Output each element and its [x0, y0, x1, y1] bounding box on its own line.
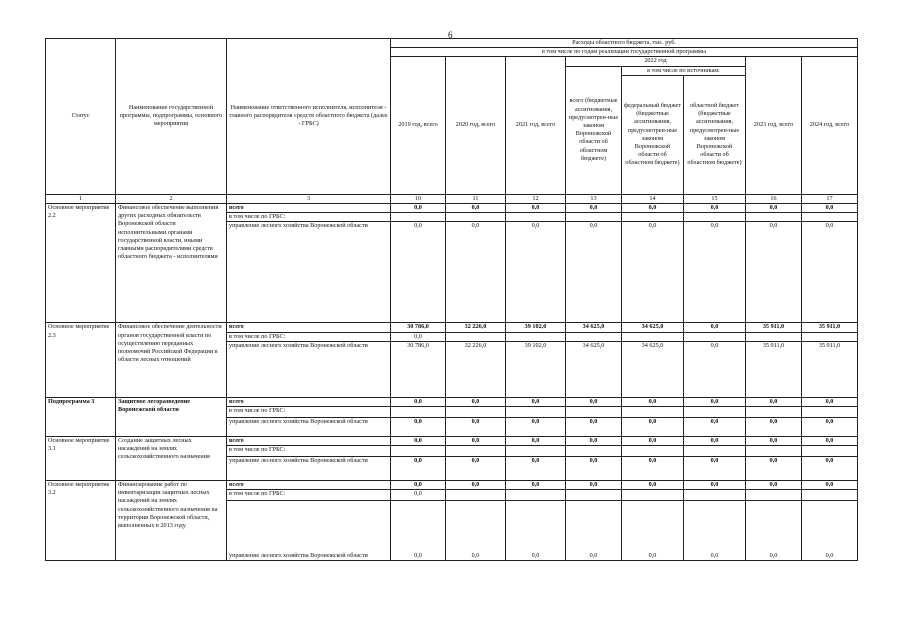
row-status: Подпрограмма 3	[46, 397, 116, 436]
department-value: 0,0	[746, 501, 802, 561]
department-value: 35 911,0	[746, 341, 802, 397]
total-value: 0,0	[446, 203, 506, 212]
total-value: 0,0	[391, 397, 446, 406]
total-value: 0,0	[391, 436, 446, 445]
grbs-label: в том числе по ГРБС:	[227, 332, 391, 341]
department-value: 0,0	[446, 417, 506, 436]
col-number: 14	[622, 194, 684, 203]
grbs-value	[746, 213, 802, 222]
grbs-value	[566, 213, 622, 222]
department-label: управление лесного хозяйства Воронежской области	[227, 501, 391, 561]
row-status: Основное мероприятие 2.3	[46, 323, 116, 397]
department-value: 0,0	[802, 501, 858, 561]
row-name: Финансовое обеспечение выполнения других расходных обязательств Воронежской области исполнительными органами государственной власти, иными главными распорядителями средств областного бюджета - исполнителями	[116, 203, 227, 322]
department-value: 34 625,0	[566, 341, 622, 397]
row-status: Основное мероприятие 3.1	[46, 436, 116, 480]
row-total	[46, 323, 858, 332]
header-2020: 2020 год, всего	[446, 57, 506, 194]
grbs-value	[622, 446, 684, 457]
header-executor: Наименование ответственного исполнителя, исполнителя - главного распорядителя средств областного бюджета (далее - ГРБС)	[227, 39, 391, 195]
budget-table	[45, 38, 858, 561]
row-status: Основное мероприятие 3.2	[46, 481, 116, 561]
grbs-value	[506, 446, 566, 457]
total-value: 0,0	[746, 203, 802, 212]
row-total	[46, 436, 858, 445]
total-value: 34 625,0	[622, 323, 684, 332]
total-value: 0,0	[622, 436, 684, 445]
total-value: 0,0	[802, 397, 858, 406]
department-value: 0,0	[684, 501, 746, 561]
page-number: 6	[448, 30, 453, 40]
grbs-value	[566, 446, 622, 457]
department-value: 0,0	[391, 501, 446, 561]
grbs-value	[446, 406, 506, 417]
col-number: 16	[746, 194, 802, 203]
grbs-value	[506, 332, 566, 341]
grbs-value	[802, 490, 858, 501]
department-value: 0,0	[746, 417, 802, 436]
total-value: 0,0	[746, 436, 802, 445]
col-number: 2	[116, 194, 227, 203]
grbs-value: 0,0	[391, 332, 446, 341]
department-value: 0,0	[506, 501, 566, 561]
total-value: 0,0	[566, 481, 622, 490]
total-label: всего	[227, 203, 391, 212]
row-total	[46, 481, 858, 490]
department-value: 0,0	[506, 222, 566, 323]
grbs-label: в том числе по ГРБС:	[227, 213, 391, 222]
department-value: 0,0	[684, 417, 746, 436]
grbs-label: в том числе по ГРБС:	[227, 406, 391, 417]
department-value: 35 911,0	[802, 341, 858, 397]
header-program-name: Наименование государственной программы, подпрограммы, основного мероприятия	[116, 39, 227, 195]
department-value: 0,0	[746, 457, 802, 481]
grbs-value: 0,0	[391, 490, 446, 501]
col-number: 17	[802, 194, 858, 203]
grbs-value	[802, 406, 858, 417]
total-value: 35 911,0	[746, 323, 802, 332]
department-value: 34 625,0	[622, 341, 684, 397]
total-value: 34 625,0	[566, 323, 622, 332]
total-label: всего	[227, 397, 391, 406]
total-value: 0,0	[622, 397, 684, 406]
total-value: 0,0	[446, 481, 506, 490]
grbs-value	[746, 490, 802, 501]
grbs-label: в том числе по ГРБС:	[227, 490, 391, 501]
total-value: 0,0	[802, 203, 858, 212]
header-regional: областной бюджет (бюджетные ассигнования, предусмотрен-ные законом Воронежской области об областном бюджете)	[684, 75, 746, 194]
total-label: всего	[227, 323, 391, 332]
grbs-value	[746, 446, 802, 457]
total-value: 0,0	[622, 203, 684, 212]
grbs-value	[566, 406, 622, 417]
total-value: 0,0	[684, 481, 746, 490]
header-status: Статус	[46, 39, 116, 195]
col-number: 13	[566, 194, 622, 203]
grbs-value	[446, 490, 506, 501]
header-expenses: Расходы областного бюджета, тыс. руб.	[391, 39, 858, 48]
department-value: 0,0	[566, 417, 622, 436]
total-value: 0,0	[566, 397, 622, 406]
department-value: 0,0	[391, 222, 446, 323]
department-label: управление лесного хозяйства Воронежской области	[227, 457, 391, 481]
grbs-value	[566, 332, 622, 341]
grbs-value	[684, 332, 746, 341]
total-value: 0,0	[391, 481, 446, 490]
col-number: 11	[446, 194, 506, 203]
department-value: 0,0	[622, 501, 684, 561]
grbs-value	[622, 490, 684, 501]
total-value: 0,0	[446, 397, 506, 406]
total-value: 0,0	[746, 481, 802, 490]
grbs-value	[506, 490, 566, 501]
department-value: 0,0	[684, 341, 746, 397]
total-label: всего	[227, 481, 391, 490]
grbs-value	[622, 213, 684, 222]
department-value: 0,0	[506, 457, 566, 481]
total-value: 0,0	[391, 203, 446, 212]
total-value: 0,0	[566, 203, 622, 212]
department-value: 0,0	[622, 222, 684, 323]
department-label: управление лесного хозяйства Воронежской области	[227, 417, 391, 436]
department-value: 0,0	[684, 222, 746, 323]
grbs-value	[391, 406, 446, 417]
grbs-value	[746, 332, 802, 341]
header-2023: 2023 год, всего	[746, 57, 802, 194]
department-value: 0,0	[802, 222, 858, 323]
header-2024: 2024 год, всего	[802, 57, 858, 194]
department-label: управление лесного хозяйства Воронежской области	[227, 341, 391, 397]
department-value: 0,0	[802, 417, 858, 436]
department-value: 0,0	[566, 457, 622, 481]
grbs-value	[684, 446, 746, 457]
header-2022-total: всего (бюджетные ассигнования, предусмотрен-ные законом Воронежской области об областном бюджете)	[566, 66, 622, 194]
grbs-value	[622, 406, 684, 417]
department-value: 0,0	[506, 417, 566, 436]
row-name: Финансирование работ по инвентаризации защитных лесных насаждений на землях сельскохозяйственного назначения на территории Воронежской области, выполненных в 2013 году	[116, 481, 227, 561]
total-value: 39 102,0	[506, 323, 566, 332]
total-value: 0,0	[746, 397, 802, 406]
col-number: 1	[46, 194, 116, 203]
department-value: 0,0	[391, 417, 446, 436]
grbs-value	[566, 490, 622, 501]
department-value: 0,0	[566, 222, 622, 323]
total-value: 30 786,0	[391, 323, 446, 332]
grbs-value	[802, 332, 858, 341]
total-value: 0,0	[802, 436, 858, 445]
department-value: 0,0	[746, 222, 802, 323]
total-value: 35 911,0	[802, 323, 858, 332]
grbs-value	[391, 213, 446, 222]
department-value: 0,0	[622, 457, 684, 481]
grbs-value	[684, 490, 746, 501]
department-value: 0,0	[802, 457, 858, 481]
total-value: 0,0	[506, 481, 566, 490]
header-2019: 2019 год, всего	[391, 57, 446, 194]
department-value: 0,0	[684, 457, 746, 481]
row-status: Основное мероприятие 2.2	[46, 203, 116, 322]
grbs-value	[506, 213, 566, 222]
department-value: 0,0	[446, 457, 506, 481]
department-value: 0,0	[391, 457, 446, 481]
header-2022: 2022 год	[566, 57, 746, 66]
total-value: 0,0	[506, 436, 566, 445]
row-name: Создание защитных лесных насаждений на землях сельскохозяйственного назначения	[116, 436, 227, 480]
grbs-value	[446, 213, 506, 222]
total-value: 0,0	[684, 397, 746, 406]
total-label: всего	[227, 436, 391, 445]
total-value: 0,0	[684, 323, 746, 332]
total-value: 0,0	[446, 436, 506, 445]
department-value: 30 786,0	[391, 341, 446, 397]
total-value: 0,0	[566, 436, 622, 445]
grbs-value	[746, 406, 802, 417]
grbs-value	[391, 446, 446, 457]
col-number: 3	[227, 194, 391, 203]
grbs-value	[802, 213, 858, 222]
total-value: 0,0	[684, 203, 746, 212]
row-name: Финансовое обеспечение деятельности органов государственной власти по осуществлению переданных полномочий Российской Федерации в области лесных отношений	[116, 323, 227, 397]
grbs-value	[802, 446, 858, 457]
grbs-value	[684, 406, 746, 417]
grbs-label: в том числе по ГРБС:	[227, 446, 391, 457]
col-number: 12	[506, 194, 566, 203]
total-value: 32 226,0	[446, 323, 506, 332]
total-value: 0,0	[506, 397, 566, 406]
grbs-value	[446, 446, 506, 457]
grbs-value	[622, 332, 684, 341]
header-federal: федеральный бюджет (бюджетные ассигнования, предусмотрен-ные законом Воронежской области об областном бюджете)	[622, 75, 684, 194]
column-number-row	[46, 194, 858, 203]
department-value: 32 226,0	[446, 341, 506, 397]
total-value: 0,0	[802, 481, 858, 490]
row-total	[46, 203, 858, 212]
col-number: 10	[391, 194, 446, 203]
grbs-value	[684, 213, 746, 222]
header-by-sources: в том числе по источникам:	[622, 66, 746, 75]
department-value: 0,0	[446, 222, 506, 323]
total-value: 0,0	[622, 481, 684, 490]
total-value: 0,0	[506, 203, 566, 212]
grbs-value	[446, 332, 506, 341]
col-number: 15	[684, 194, 746, 203]
department-value: 0,0	[622, 417, 684, 436]
grbs-value	[506, 406, 566, 417]
row-name: Защитное лесоразведение Воронежской области	[116, 397, 227, 436]
header-by-years: в том числе по годам реализации государственной программы	[391, 48, 858, 57]
header-2021: 2021 год, всего	[506, 57, 566, 194]
department-value: 39 102,0	[506, 341, 566, 397]
total-value: 0,0	[684, 436, 746, 445]
department-value: 0,0	[566, 501, 622, 561]
department-label: управление лесного хозяйства Воронежской области	[227, 222, 391, 323]
row-total	[46, 397, 858, 406]
department-value: 0,0	[446, 501, 506, 561]
